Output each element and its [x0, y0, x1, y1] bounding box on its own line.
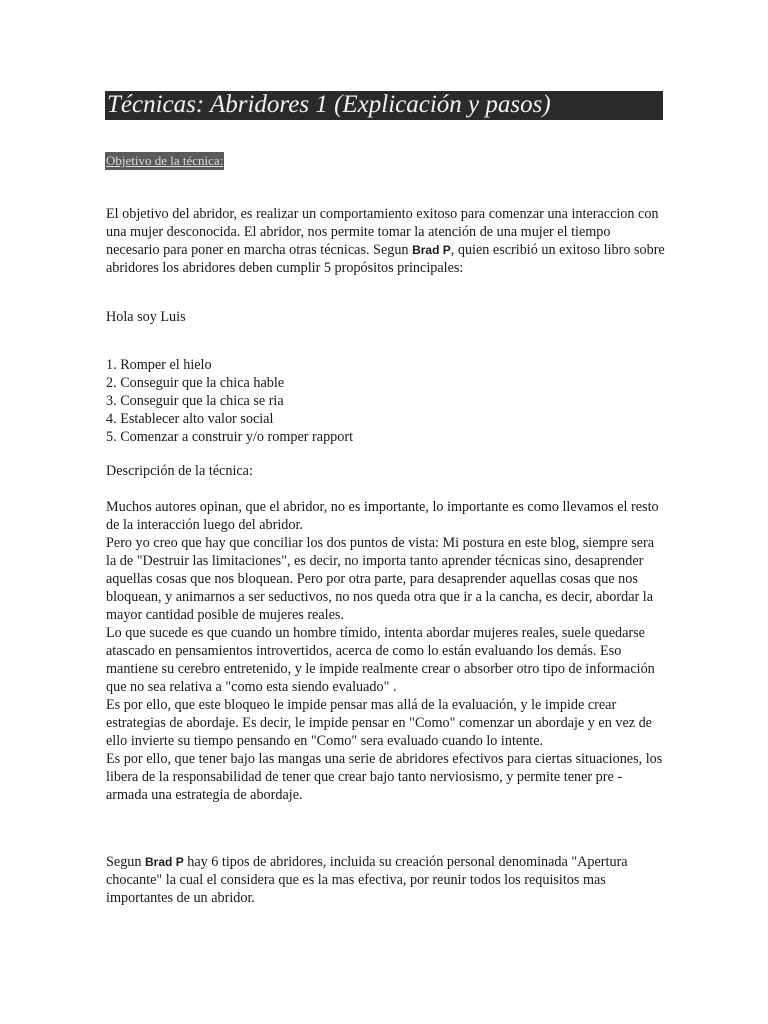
intro-text-part1: El objetivo del abridor, es realizar un comportamiento exitoso para comenzar una interaccion con una mujer desconocida. El abridor, nos permite tomar la atención de una mujer el tiempo necesario para poner en marcha otras técnicas. Segun — [106, 206, 659, 258]
intro-text-part2: , quien escribió un exitoso libro sobre abridores los abridores deben cumplir 5 propósitos principales: — [106, 242, 665, 276]
description-paragraph: Muchos autores opinan, que el abridor, no es importante, lo importante es como llevamos el resto de la interacción luego del abridor. — [106, 499, 659, 533]
description-paragraph: Lo que sucede es que cuando un hombre tímido, intenta abordar mujeres reales, suele quedarse atascado en pensamientos introvertidos, acerca de como lo están evaluando los demás. Eso mantiene su cerebro entretenido, y le impide realmente crear o absorber otro tipo de información que no sea relativa a "como esta siendo evaluado" . — [106, 625, 655, 695]
closing-text-part1: Segun — [106, 854, 146, 870]
list-item: 5. Comenzar a construir y/o romper rapport — [106, 429, 354, 445]
list-item: 3. Conseguir que la chica se ria — [106, 393, 284, 409]
greeting-line: Hola soy Luis — [106, 309, 186, 325]
list-item: 2. Conseguir que la chica hable — [106, 375, 285, 391]
list-item: 1. Romper el hielo — [106, 357, 212, 373]
author-name: Brad P — [412, 243, 451, 257]
description-body — [106, 498, 666, 804]
description-heading: Descripción de la técnica: — [106, 463, 253, 479]
intro-paragraph — [106, 205, 666, 277]
closing-paragraph — [106, 853, 666, 907]
page-title: Técnicas: Abridores 1 (Explicación y pasos) — [107, 91, 551, 118]
author-name: Brad P — [145, 855, 184, 869]
description-paragraph: Es por ello, que este bloqueo le impide pensar mas allá de la evaluación, y le impide crear estrategias de abordaje. Es decir, le impide pensar en "Como" comenzar un abordaje y en vez de ello invierte su tiempo pensando en "Como" sera evaluado cuando lo intente. — [106, 697, 652, 749]
purposes-list — [106, 356, 666, 446]
closing-text-part2: hay 6 tipos de abridores, incluida su creación personal denominada "Apertura chocante" la cual el considera que es la mas efectiva, por reunir todos los requisitos mas importantes de un abridor. — [106, 854, 628, 906]
description-paragraph: Es por ello, que tener bajo las mangas una serie de abridores efectivos para ciertas situaciones, los libera de la responsabilidad de tener que crear bajo tanto nerviosismo, y permite tener pre - armada una estrategia de abordaje. — [106, 751, 663, 803]
list-item: 4. Establecer alto valor social — [106, 411, 274, 427]
section-subheading: Objetivo de la técnica: — [106, 153, 224, 168]
description-paragraph: Pero yo creo que hay que conciliar los dos puntos de vista: Mi postura en este blog, siempre sera la de "Destruir las limitaciones", es decir, no importa tanto aprender técnicas sino, desaprender aquellas cosas que nos bloquean. Pero por otra parte, para desaprender aquellas cosas que nos bloquean, y animarnos a ser seductivos, no nos queda otra que ir a la cancha, es decir, abordar la mayor cantidad posible de mujeres reales. — [106, 535, 655, 623]
